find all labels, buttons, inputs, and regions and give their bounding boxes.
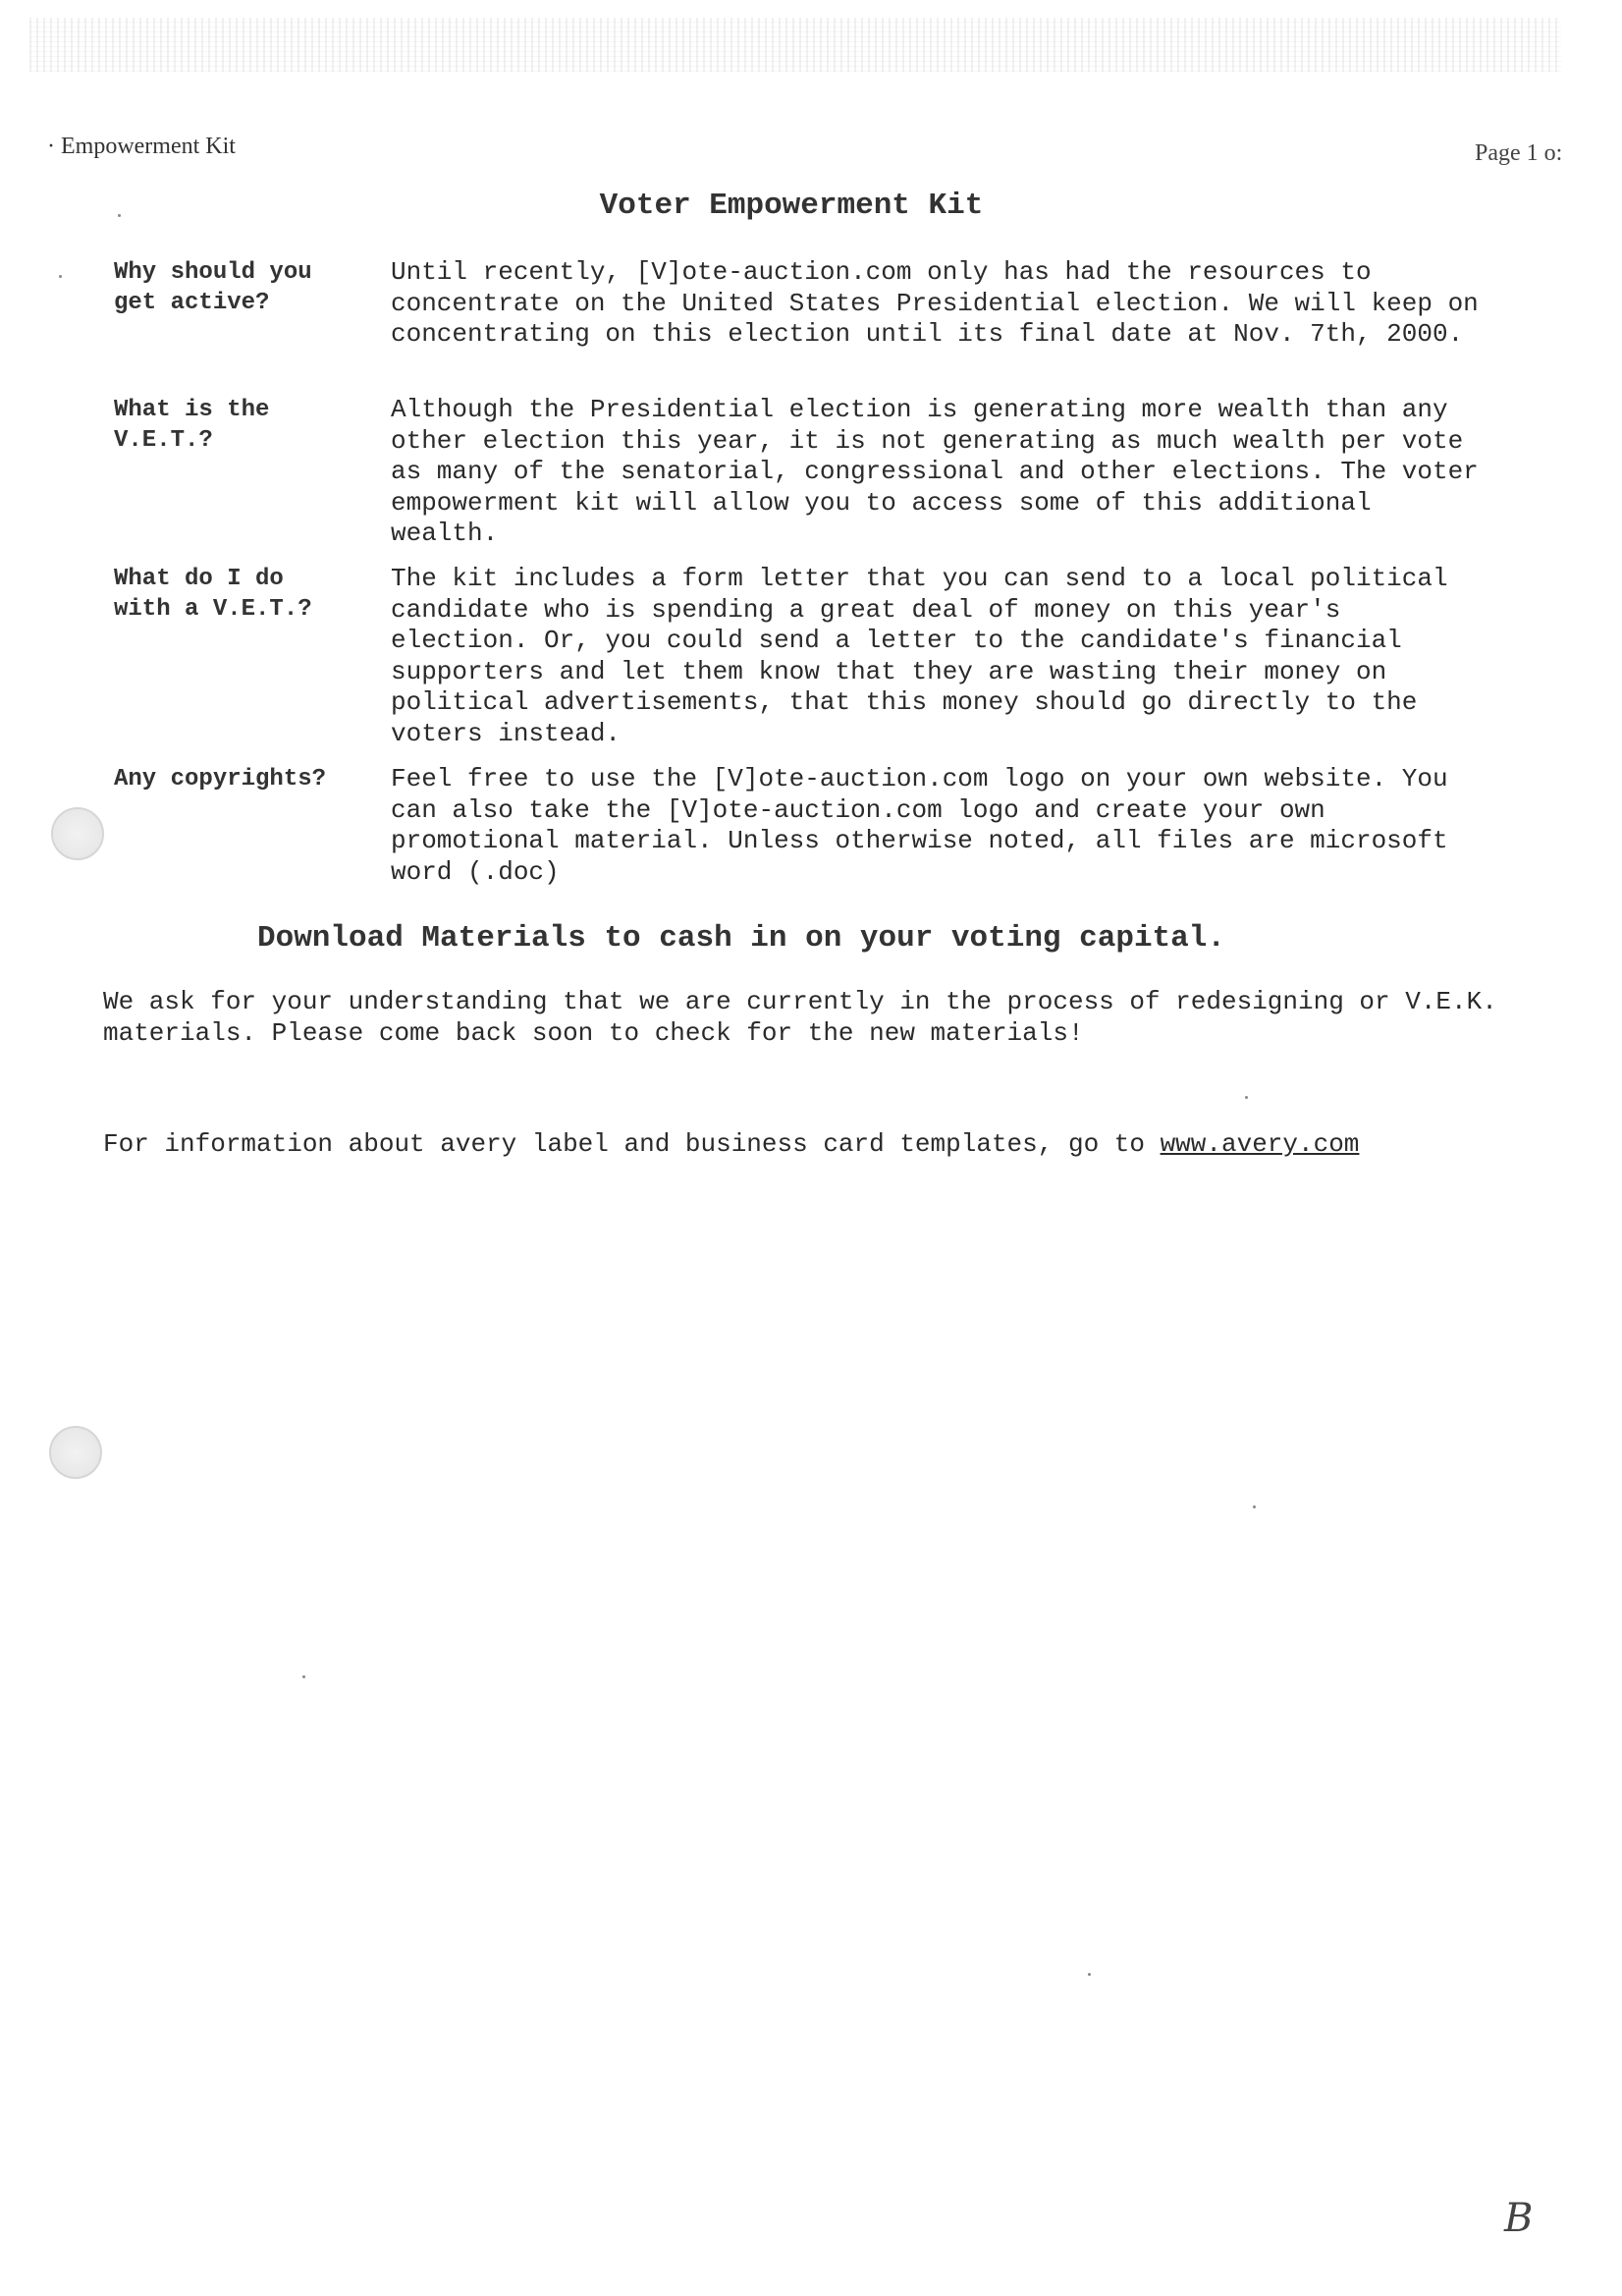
scan-speck xyxy=(1245,1096,1248,1099)
scan-speck xyxy=(302,1675,305,1678)
page-title: Voter Empowerment Kit xyxy=(599,189,984,223)
handwritten-initial: B xyxy=(1504,2196,1534,2241)
scan-speck xyxy=(1088,1973,1091,1976)
redesign-note: We ask for your understanding that we are currently in the process of redesigning or V.E.K. materials. Please come back soon to check for the new materials! xyxy=(103,987,1497,1048)
scan-speck xyxy=(118,214,121,217)
faq-question: Why should you get active? xyxy=(114,259,312,316)
punch-hole xyxy=(51,807,104,860)
scan-noise-strip xyxy=(29,18,1561,72)
info-line xyxy=(103,1128,1537,1160)
faq-question: Any copyrights? xyxy=(114,766,327,793)
header-title: · Empowerment Kit xyxy=(47,134,236,159)
scan-speck xyxy=(1253,1505,1256,1508)
download-heading: Download Materials to cash in on your voting capital. xyxy=(257,921,1225,956)
info-text: For information about avery label and business card templates, go to xyxy=(103,1129,1161,1159)
faq-answer: Until recently, [V]ote-auction.com only has had the resources to concentrate on the United States Presidential election. We will keep on concentrating on this election until its final date at Nov. 7th, 2000. xyxy=(391,257,1479,349)
scan-speck xyxy=(59,275,62,278)
page-indicator: Page 1 o: xyxy=(1475,140,1563,166)
avery-link[interactable]: www.avery.com xyxy=(1160,1129,1360,1159)
faq-question: What is the V.E.T.? xyxy=(114,397,270,454)
faq-answer: The kit includes a form letter that you can send to a local political candidate who is spending a great deal of money on this year's election. Or, you could send a letter to the candidate's financial supporters and let them know that they are wasting their money on political advertisements, that this money should go directly to the voters instead. xyxy=(391,564,1448,748)
faq-answer: Feel free to use the [V]ote-auction.com logo on your own website. You can also take the [V]ote-auction.com logo and create your own promotional material. Unless otherwise noted, all files are microsoft word (.doc) xyxy=(391,764,1448,887)
faq-answer: Although the Presidential election is generating more wealth than any other election this year, it is not generating as much wealth per vote as many of the senatorial, congressional and other elections. The voter empowerment kit will allow you to access some of this additional wealth. xyxy=(391,395,1479,548)
faq-question: What do I do with a V.E.T.? xyxy=(114,566,312,623)
punch-hole xyxy=(49,1426,102,1479)
